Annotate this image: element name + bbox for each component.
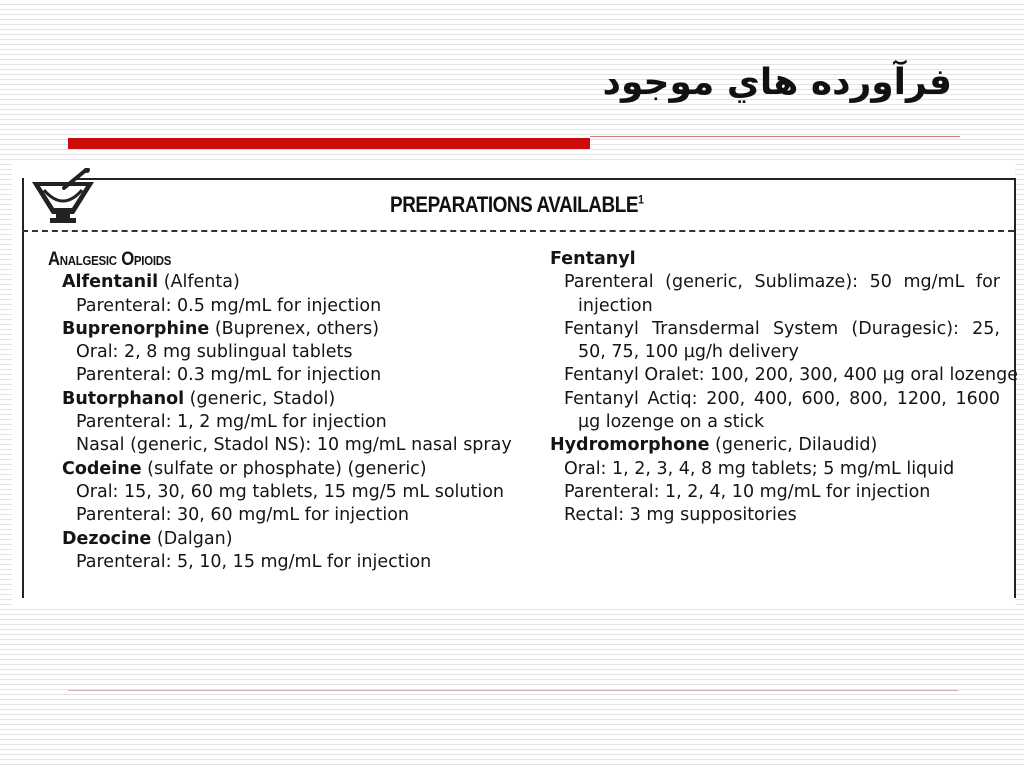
- preparation-line: Parenteral: 1, 2 mg/mL for injection: [76, 412, 387, 433]
- section-heading: Analgesic Opioids: [48, 249, 172, 270]
- preparation-line: Parenteral: 0.3 mg/mL for injection: [76, 365, 382, 386]
- drug-entry: [48, 271, 518, 294]
- drug-brands: (generic, Dilaudid): [709, 435, 878, 456]
- preparation-line: Parenteral: 30, 60 mg/mL for injection: [76, 505, 410, 526]
- title-accent-bar: [68, 138, 590, 149]
- preparations-table-image: [12, 164, 1018, 608]
- left-column: [48, 248, 518, 574]
- drug-brands: (Buprenex, others): [209, 318, 380, 339]
- table-heading-footnote: 1: [638, 192, 644, 207]
- table-heading-text: PREPARATIONS AVAILABLE: [390, 192, 639, 217]
- title-underline: [590, 136, 960, 137]
- preparation-line: Parenteral: 0.5 mg/mL for injection: [76, 295, 382, 316]
- drug-name: Hydromorphone: [550, 435, 710, 456]
- preparation-line: Fentanyl Transdermal System (Duragesic): 25, 50, 75, 100 µg/h delivery: [564, 318, 1000, 363]
- preparation-line: Rectal: 3 mg suppositories: [564, 505, 797, 526]
- drug-entry: [48, 528, 518, 551]
- drug-name: Codeine: [62, 458, 142, 479]
- table-header-divider: [22, 230, 1014, 232]
- footer-rule: [68, 690, 958, 691]
- preparation-line: Parenteral: 5, 10, 15 mg/mL for injection: [76, 551, 432, 572]
- drug-brands: (Dalgan): [151, 528, 233, 549]
- drug-brands: (sulfate or phosphate) (generic): [141, 458, 427, 479]
- drug-entry: [48, 458, 518, 481]
- drug-name: Butorphanol: [62, 388, 185, 409]
- drug-brands: (generic, Stadol): [184, 388, 336, 409]
- drug-entry: [48, 318, 518, 341]
- drug-entry: [48, 388, 518, 411]
- preparation-line: Oral: 15, 30, 60 mg tablets, 15 mg/5 mL solution: [76, 481, 505, 502]
- preparation-line: Oral: 2, 8 mg sublingual tablets: [76, 342, 353, 363]
- drug-name: Dezocine: [62, 528, 152, 549]
- preparation-line: Fentanyl Oralet: 100, 200, 300, 400 µg oral lozenge: [564, 365, 1018, 386]
- drug-name: Alfentanil: [62, 272, 159, 293]
- right-column: [550, 248, 1018, 528]
- drug-entry: [550, 434, 1000, 457]
- preparation-line: Parenteral: 1, 2, 4, 10 mg/mL for injection: [564, 481, 931, 502]
- preparation-line: Fentanyl Actiq: 200, 400, 600, 800, 1200, 1600 µg lozenge on a stick: [564, 388, 1000, 433]
- drug-brands: (Alfenta): [158, 272, 240, 293]
- drug-name: Buprenorphine: [62, 318, 210, 339]
- preparation-line: Parenteral (generic, Sublimaze): 50 mg/mL for injection: [564, 272, 1000, 316]
- preparation-line: Oral: 1, 2, 3, 4, 8 mg tablets; 5 mg/mL liquid: [564, 458, 955, 479]
- slide-title: فرآورده هاي موجود: [602, 62, 952, 103]
- mortar-and-pestle-icon: [30, 168, 96, 228]
- table-heading: [390, 192, 643, 218]
- drug-name: Fentanyl: [550, 249, 636, 269]
- preparation-line: Nasal (generic, Stadol NS): 10 mg/mL nasal spray: [76, 435, 512, 456]
- table-top-border: [76, 178, 1014, 180]
- drug-entry: [550, 248, 1000, 271]
